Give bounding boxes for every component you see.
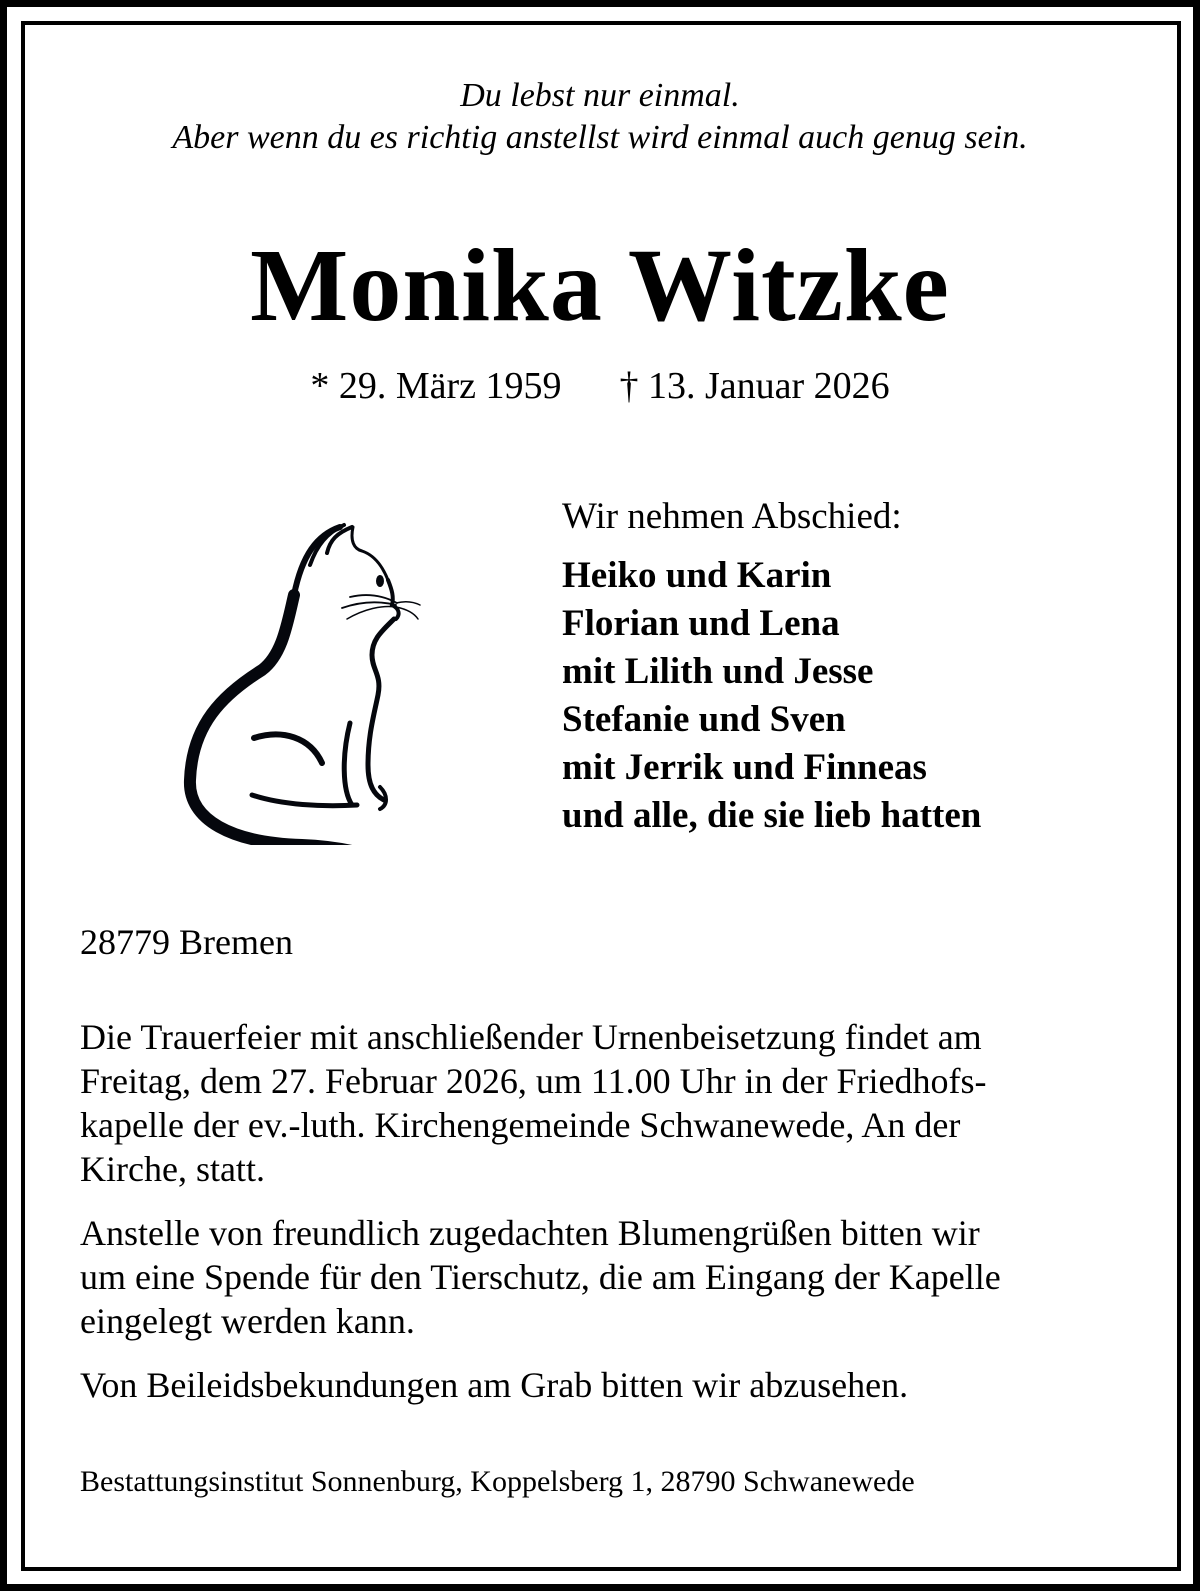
mourner-line: Florian und Lena xyxy=(562,603,840,644)
mourners-block xyxy=(562,494,981,840)
mourners-intro: Wir nehmen Abschied: xyxy=(562,496,902,537)
funeral-home: Bestattungsinstitut Sonnenburg, Koppelsberg 1, 28790 Schwanewede xyxy=(80,1465,915,1498)
mourner-line: mit Lilith und Jesse xyxy=(562,651,874,692)
mourner-line: Stefanie und Sven xyxy=(562,699,846,740)
donation-paragraph xyxy=(80,1211,1120,1343)
mourner-line: und alle, die sie lieb hatten xyxy=(562,795,982,836)
text-line: Freitag, dem 27. Februar 2026, um 11.00 Uhr in der Friedhofs- xyxy=(80,1061,987,1101)
death-date: † 13. Januar 2026 xyxy=(619,365,890,407)
deceased-name: Monika Witzke xyxy=(250,228,950,343)
text-line: Die Trauerfeier mit anschließender Urnenbeisetzung findet am xyxy=(80,1017,982,1057)
text-line: Von Beileidsbekundungen am Grab bitten wir abzusehen. xyxy=(80,1365,909,1405)
text-line: um eine Spende für den Tierschutz, die am Eingang der Kapelle xyxy=(80,1257,1001,1297)
motto-line-1: Du lebst nur einmal. xyxy=(460,77,740,114)
mourner-line: mit Jerrik und Finneas xyxy=(562,747,927,788)
life-dates xyxy=(0,362,1200,410)
birth-date: * 29. März 1959 xyxy=(310,365,562,407)
funeral-info-paragraph xyxy=(80,1015,1120,1191)
text-line: kapelle der ev.-luth. Kirchengemeinde Schwanewede, An der xyxy=(80,1105,961,1145)
cat-silhouette-icon xyxy=(182,505,422,845)
mourner-line: Heiko und Karin xyxy=(562,555,832,596)
text-line: Anstelle von freundlich zugedachten Blumengrüßen bitten wir xyxy=(80,1213,980,1253)
location: 28779 Bremen xyxy=(80,922,293,962)
text-line: Kirche, statt. xyxy=(80,1149,265,1189)
text-line: eingelegt werden kann. xyxy=(80,1301,415,1341)
motto-line-2: Aber wenn du es richtig anstellst wird einmal auch genug sein. xyxy=(172,119,1028,156)
condolence-paragraph xyxy=(80,1363,1120,1407)
